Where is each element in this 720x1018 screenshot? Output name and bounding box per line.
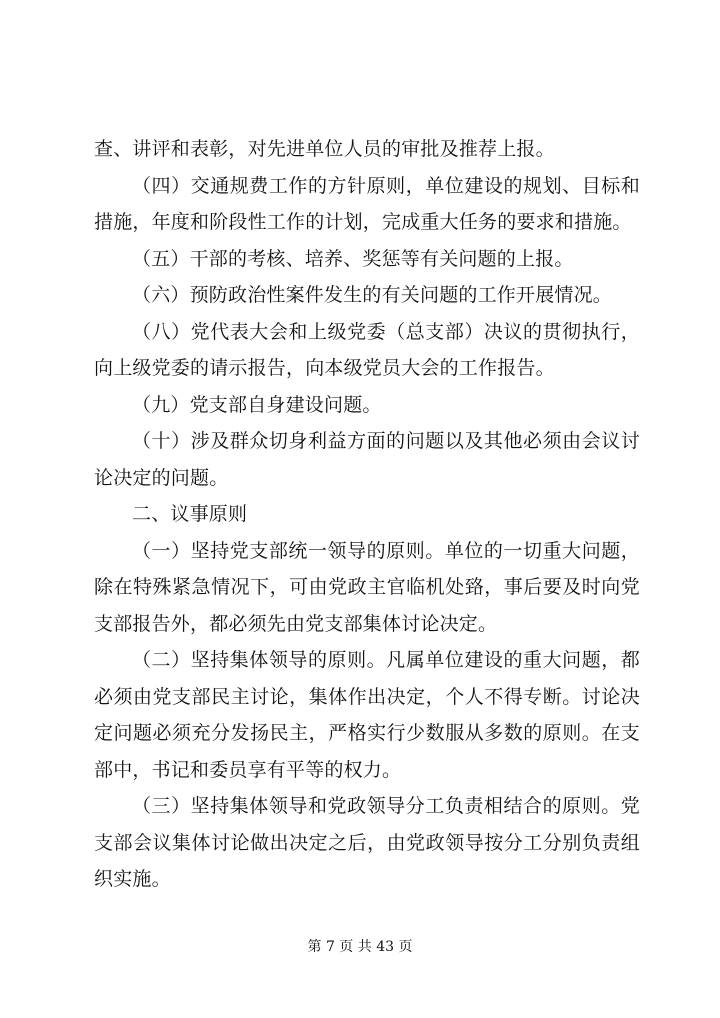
- paragraph-11: （三）坚持集体领导和党政领导分工负责相结合的原则。党支部会议集体讨论做出决定之后，由党政领导按分工分别负责组织实施。: [94, 795, 640, 890]
- paragraph-6: （九）党支部自身建设问题。: [132, 393, 382, 416]
- document-body: [94, 131, 640, 898]
- paragraph-7: （十）涉及群众切身利益方面的问题以及其他必须由会议讨论决定的问题。: [94, 430, 640, 489]
- section-heading: 二、议事原则: [132, 503, 248, 525]
- paragraph-5: （八）党代表大会和上级党委（总支部）决议的贯彻执行，向上级党委的请示报告，向本级党员大会的工作报告。: [94, 320, 640, 379]
- paragraph-9: （一）坚持党支部统一领导的原则。单位的一切重大问题，除在特殊紧急情况下，可由党政主官临机处臵，事后要及时向党支部报告外，都必须先由党支部集体讨论决定。: [94, 539, 640, 635]
- paragraph-1: 查、讲评和表彰，对先进单位人员的审批及推荐上报。: [94, 138, 555, 160]
- paragraph-4: （六）预防政治性案件发生的有关问题的工作开展情况。: [132, 284, 613, 306]
- paragraph-10: （二）坚持集体领导的原则。凡属单位建设的重大问题，都必须由党支部民主讨论，集体作出决定，个人不得专断。讨论决定问题必须充分发扬民主，严格实行少数服从多数的原则。在支部中，书记和委员享有平等的权力。: [94, 649, 640, 781]
- page-number-footer: 第 7 页 共 43 页: [307, 939, 413, 955]
- paragraph-3: （五）干部的考核、培养、奖惩等有关问题的上报。: [132, 247, 574, 270]
- paragraph-2: （四）交通规费工作的方针原则，单位建设的规划、目标和措施，年度和阶段性工作的计划，完成重大任务的要求和措施。: [94, 174, 640, 233]
